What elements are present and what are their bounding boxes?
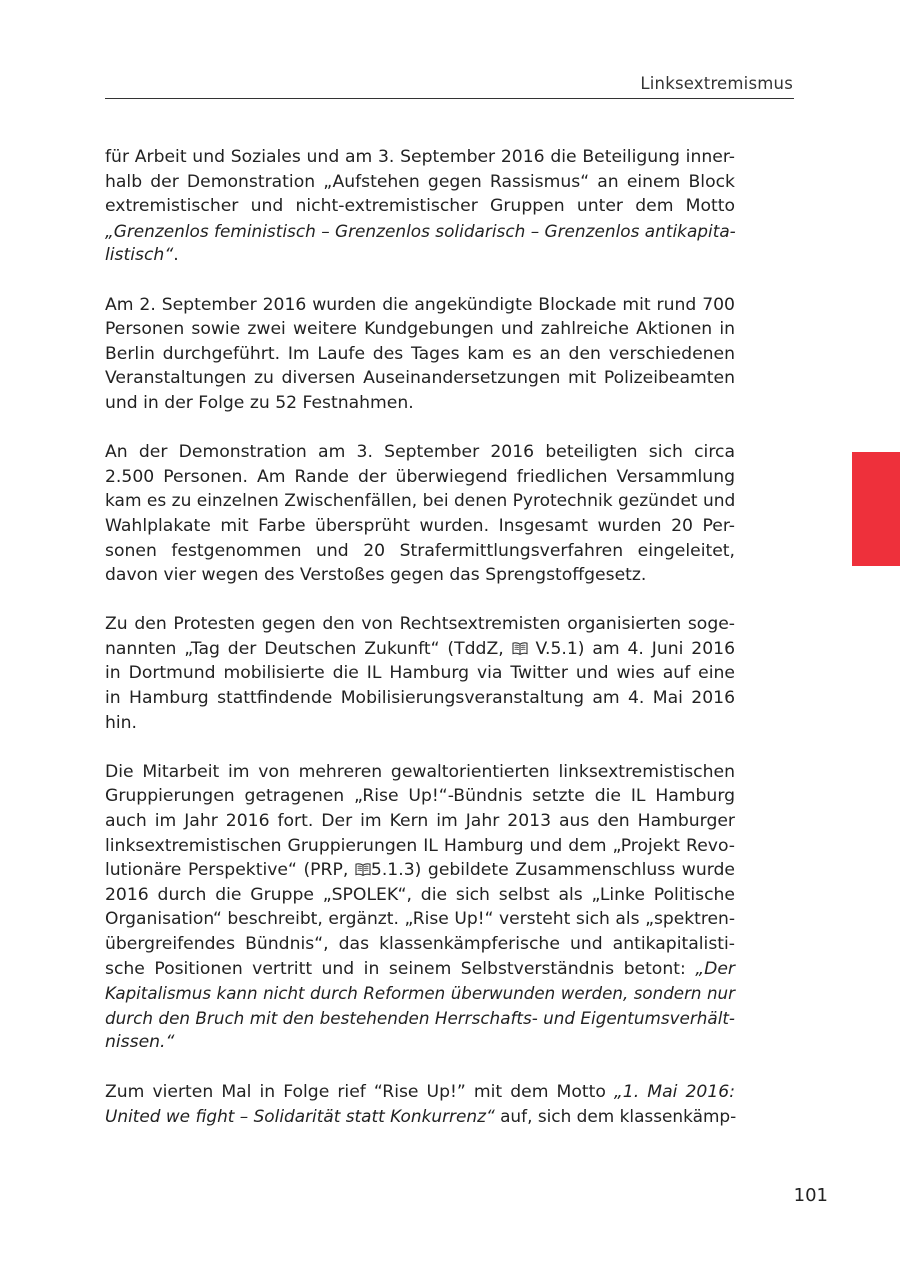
text-line: extremistischer und nicht-extremistischer Gruppen unter dem Motto — [105, 196, 735, 217]
text-line — [105, 981, 735, 1006]
text-line: kam es zu einzelnen Zwischenfällen, bei denen Pyrotechnik gezündet und — [105, 491, 736, 512]
page-number: 101 — [793, 1185, 828, 1206]
text-line: linksextremistischen Gruppierungen IL Hamburg und dem „Projekt Revo- — [105, 835, 735, 856]
text-line: übergreifendes Bündnis“, das klassenkämpferische und antikapitalisti- — [105, 934, 735, 954]
text-fragment: auf, sich dem klassenkämp- — [500, 1106, 737, 1127]
paragraph-5 — [105, 760, 735, 1055]
book-icon — [355, 863, 371, 876]
quote-text: Kapitalismus kann nicht durch Reformen überwunden werden, sondern nur — [105, 983, 735, 1004]
text-line: sonen festgenommen und 20 Strafermittlungsverfahren eingeleitet, — [105, 540, 735, 561]
text-line: Personen sowie zwei weitere Kundgebungen und zahlreiche Aktionen in — [105, 319, 735, 340]
text-line: in Hamburg stattfindende Mobilisierungsveranstaltung am 4. Mai 2016 — [105, 688, 735, 709]
text-line: auch im Jahr 2016 fort. Der im Kern im Jahr 2013 aus den Hamburger — [105, 811, 735, 832]
text-line: 2016 durch die Gruppe „SPOLEK“, die sich selbst als „Linke Politische — [105, 884, 735, 905]
text-line: Die Mitarbeit im von mehreren gewaltorientierten linksextremistischen — [105, 761, 735, 782]
text-fragment: V.5.1) am 4. Juni 2016 — [535, 638, 735, 659]
quote-text: „Der — [695, 958, 735, 979]
body-text — [105, 145, 735, 1153]
book-icon — [512, 642, 528, 655]
text-line: An der Demonstration am 3. September 2016 beteiligten sich circa — [105, 442, 735, 463]
paragraph-6 — [105, 1080, 735, 1129]
text-fragment: . — [173, 245, 179, 266]
quote-text: nissen.“ — [105, 1032, 175, 1053]
text-line — [105, 1006, 735, 1031]
quote-text: United we fight – Solidarität statt Konkurrenz“ — [105, 1106, 495, 1127]
running-header-title: Linksextremismus — [640, 74, 793, 93]
paragraph-3 — [105, 440, 735, 588]
text-line: davon vier wegen des Verstoßes gegen das Sprengstoffgesetz. — [105, 565, 647, 586]
text-line: hin. — [105, 712, 138, 733]
text-line: Veranstaltungen zu diversen Auseinandersetzungen mit Polizeibeamten — [105, 368, 735, 389]
text-line — [105, 858, 735, 883]
text-line: für Arbeit und Soziales und am 3. September 2016 die Beteiligung inner- — [105, 147, 735, 167]
text-fragment: sche Positionen vertritt und in seinem Selbstverständnis betont: — [105, 958, 686, 979]
text-line: halb der Demonstration „Aufstehen gegen Rassismus“ an einem Block — [105, 171, 735, 192]
text-line: 2.500 Personen. Am Rande der überwiegend friedlichen Versammlung — [105, 466, 735, 487]
text-line: Wahlplakate mit Farbe übersprüht wurden. Insgesamt wurden 20 Per- — [105, 515, 735, 536]
text-line — [105, 1104, 735, 1129]
text-line: in Dortmund mobilisierte die IL Hamburg via Twitter und wies auf eine — [105, 663, 735, 684]
text-line — [105, 637, 735, 662]
quote-text: „Grenzenlos feministisch – Grenzenlos solidarisch – Grenzenlos antikapita- — [105, 220, 736, 241]
quote-text: durch den Bruch mit den bestehenden Herrschafts- und Eigentumsverhält- — [105, 1007, 735, 1028]
chapter-tab-marker — [852, 452, 900, 566]
text-line: und in der Folge zu 52 Festnahmen. — [105, 392, 414, 413]
text-line: Organisation“ beschreibt, ergänzt. „Rise Up!“ versteht sich als „spektren- — [105, 909, 735, 930]
text-line — [105, 1080, 735, 1105]
paragraph-4 — [105, 612, 735, 735]
text-fragment: 5.1.3) gebildete Zusammenschluss wurde — [370, 860, 735, 881]
text-fragment: nannten „Tag der Deutschen Zukunft“ (TddZ, — [105, 638, 504, 659]
text-line: Gruppierungen getragenen „Rise Up!“-Bündnis setzte die IL Hamburg — [105, 786, 735, 807]
text-fragment: lutionäre Perspektive“ (PRP, — [105, 860, 349, 881]
text-line: Berlin durchgeführt. Im Laufe des Tages kam es an den verschiedenen — [105, 343, 735, 364]
quote-text: „1. Mai 2016: — [613, 1081, 735, 1102]
text-line — [105, 219, 735, 244]
text-line: Zu den Protesten gegen den von Rechtsextremisten organisierten soge- — [105, 614, 735, 635]
text-fragment: Zum vierten Mal in Folge rief “Rise Up!” mit dem Motto — [105, 1081, 606, 1102]
text-line — [105, 243, 735, 268]
quote-text: listisch“ — [105, 245, 174, 266]
header-rule — [105, 98, 794, 99]
paragraph-2 — [105, 293, 735, 416]
paragraph-1 — [105, 145, 735, 268]
text-line: Am 2. September 2016 wurden die angekündigte Blockade mit rund 700 — [105, 294, 735, 315]
text-line — [105, 957, 735, 982]
text-line — [105, 1030, 735, 1055]
